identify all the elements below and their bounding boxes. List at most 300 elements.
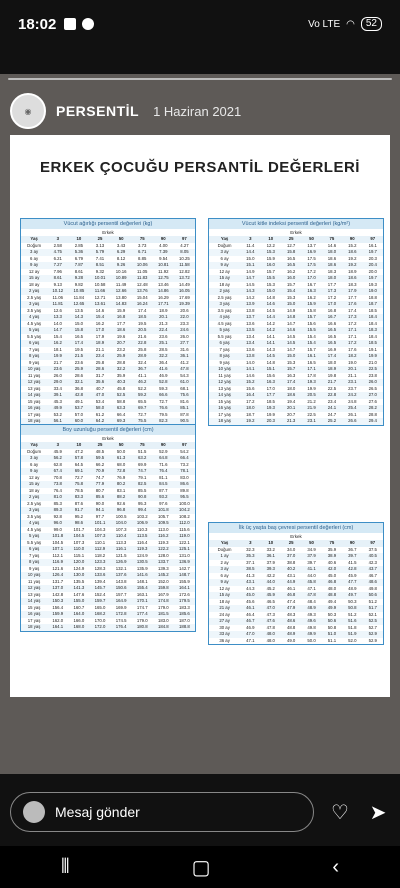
table-cell: 11.49 [115,281,127,287]
table-cell: 115.1 [73,552,85,558]
table-cell: 143.8 [115,578,127,584]
table-cell: 10.58 [94,281,106,287]
table-cell: 18.0 [322,275,342,282]
table-cell: 99.0 [53,526,62,532]
table-cell: 20.1 [342,366,362,373]
table-cell: 7 yaş [219,346,230,352]
table-cell: 48.9 [348,585,357,591]
table-cell: 19.2 [348,255,357,261]
table-cell: 16 yaş [21,405,47,412]
table-cell: 179.0 [136,617,148,623]
table-cell: 118.2 [94,552,106,558]
table-cell: 142.7 [179,565,190,571]
column-header: 50 [111,442,132,449]
table-cell: 15.6 [266,372,275,378]
table-cell: 98.6 [68,520,89,527]
table-cell: 54.2 [180,448,189,454]
table-cell: 19.0 [348,359,357,365]
table-cell: 46.7 [240,618,260,625]
table-cell: 27.6 [368,398,377,404]
table-cell: 18.9 [89,340,110,347]
table-cell: 8.51 [89,262,110,269]
table-cell: 18.2 [342,353,362,360]
table-cell: 25.1 [153,340,174,347]
column-header: 50 [301,236,321,243]
table-cell: 14 yaş [209,392,240,399]
table-cell: 49.8 [307,624,316,630]
table-cell: 64.8 [153,455,174,462]
table-cell: 19.0 [363,288,383,295]
head-circumference-table [208,522,384,645]
table-cell: Doğum [27,448,42,454]
table-cell: 13 yaş [27,385,41,391]
table-cell: 80.2 [111,481,132,488]
table-cell: 67.4 [47,468,68,475]
table-cell: 14.7 [286,346,296,352]
table-cell: 17 yaş [218,411,231,417]
table-cell: 179.0 [157,604,169,610]
table-cell: 5 yaş [21,533,47,540]
table-cell: 40.6 [327,559,337,565]
table-cell: 64.5 [74,461,84,467]
table-cell: 51.7 [363,605,383,612]
table-cell: 100.0 [179,500,190,506]
table-cell: 15.0 [246,255,255,261]
table-cell: 48.9 [281,631,301,638]
table-cell: 11 yaş [27,578,41,584]
table-cell: 22.8 [132,340,153,347]
table-cell: 32.3 [246,546,255,552]
table-cell: 18.5 [132,314,153,321]
table-cell: 15.4 [307,333,316,339]
table-cell: 47.0 [261,605,281,612]
table-cell: 155.0 [68,598,89,605]
table-cell: 15.0 [281,353,301,360]
table-cell: 13.76 [132,288,153,295]
message-input[interactable] [10,792,314,832]
table-cell: 74.7 [132,468,153,475]
table-subcaption: Erkek [290,534,302,539]
back-icon[interactable]: ‹ [332,855,340,878]
table-cell: 12.65 [68,301,89,308]
table-cell: 145.2 [153,572,174,579]
table-cell: 8 yaş [21,353,47,360]
table-cell: 6 yaş [21,546,47,553]
table-cell: 16.5 [281,262,301,269]
table-cell: 164.1 [174,585,195,592]
table-cell: 23.1 [301,418,321,425]
table-cell: 35.6 [89,379,110,386]
table-cell: 18.9 [159,307,168,313]
table-cell: 99.4 [132,507,153,514]
table-cell: 16.5 [322,327,342,334]
table-cell: 110.3 [136,526,148,532]
table-cell: 16.5 [322,340,342,347]
table-cell: 123.3 [89,559,110,566]
table-cell: 9.26 [111,262,132,269]
table-cell: 23.4 [327,398,337,404]
table-cell: 18.0 [322,249,342,256]
table-cell: 42.2 [266,572,275,578]
table-cell: 17.2 [307,268,316,274]
table-cell: 32.4 [138,359,147,365]
table-cell: 12 ay [219,268,230,274]
table-cell: 50.0 [307,637,316,643]
table-cell: 49.0 [286,637,296,643]
table-cell: 26.1 [348,411,357,417]
table-cell: 105.7 [157,513,169,519]
table-cell: 133.7 [153,559,174,566]
column-header: 10 [261,236,281,243]
table-cell: 72.8 [111,468,132,475]
table-cell: 141.3 [68,585,89,592]
table-cell: 18.4 [368,320,377,326]
table-cell: 50.6 [322,618,342,625]
table-cell: 17.8 [307,372,316,378]
table-cell: 9 yaş [28,359,40,365]
table-cell: 48.0 [266,637,275,643]
table-cell: 155.9 [179,578,190,584]
table-cell: 124.9 [73,565,85,571]
table-cell: 87.7 [159,487,168,493]
table-cell: 73.2 [180,461,189,467]
table-cell: 17.4 [281,379,301,386]
table-cell: 109.5 [153,520,174,527]
table-cell: 124.9 [136,552,148,558]
table-cell: 45.2 [266,585,275,591]
battery-icon: 52 [361,17,382,31]
table-cell: 121.6 [52,565,64,571]
table-cell: 14.7 [240,275,260,282]
table-cell: 183.3 [179,604,190,610]
table-cell: 130.5 [132,559,153,566]
table-cell: 39.7 [342,553,362,560]
table-cell: 14.5 [246,281,255,287]
table-cell: 16.5 [286,255,296,261]
table-cell: 17.1 [342,327,362,334]
table-cell: 66.2 [95,461,105,467]
table-cell: 3 yaş [21,301,47,308]
table-subcaption: Erkek [102,230,114,235]
table-cell: 95.5 [174,494,195,501]
table-cell: 51.6 [342,618,362,625]
table-cell: 85.3 [53,500,62,506]
table-cell: 6 yaş [21,340,47,347]
table-cell: 6 ay [220,572,229,578]
table-cell: 8.85 [138,255,147,261]
table-cell: 95.3 [138,500,147,506]
table-cell: 51.9 [342,631,362,638]
table-cell: 47.2 [74,448,84,454]
table-cell: 34.9 [307,546,316,552]
table-cell: 17.6 [342,301,362,308]
table-cell: 177.4 [132,611,153,618]
table-cell: 45.8 [301,579,321,586]
table-cell: 20.6 [180,307,189,313]
table-cell: 176.4 [111,624,132,631]
table-cell: 15.7 [301,314,321,321]
table-cell: 94.1 [89,507,110,514]
table-cell: 11.92 [158,268,169,274]
table-cell: 18.8 [368,294,377,300]
table-cell: 45.8 [116,385,126,391]
table-cell: 91.7 [68,507,89,514]
table-cell: 20.1 [281,405,301,412]
table-cell: 17 yaş [27,617,41,623]
clock: 18:02 [18,15,57,33]
table-cell: 2.5 yaş [27,500,42,506]
table-cell: 37.5 [368,546,377,552]
table-cell: 18.3 [327,268,337,274]
message-placeholder: Mesaj gönder [55,804,140,820]
table-cell: 12 yaş [21,585,47,592]
column-header: 75 [322,540,342,547]
table-cell: 13.7 [240,314,260,321]
table-cell: 47.1 [246,637,255,643]
table-cell: 37.0 [281,553,301,560]
table-cell: 17 yaş [27,411,41,417]
table-cell: 69.9 [138,461,147,467]
table-cell: 17.4 [322,353,342,360]
table-cell: 17.1 [348,333,357,339]
story-progress-bar [8,78,392,80]
column-header: 90 [342,236,362,243]
table-cell: 166.0 [73,617,85,623]
table-cell: 28.5 [159,346,168,352]
table-cell: 3.5 yaş [217,307,232,313]
table-cell: 47.1 [307,585,316,591]
table-caption: Vücut ağırlığı persentil değerleri (kg) [21,219,195,229]
table-cell: 16.3 [261,379,281,386]
like-icon[interactable]: ♡ [331,801,349,824]
table-cell: 17.9 [95,333,105,339]
table-cell: 15.2 [348,242,357,248]
table-cell: 1 ay [209,553,240,560]
table-cell: 14.2 [246,294,255,300]
table-cell: 18.5 [368,307,377,313]
table-cell: 83.1 [116,487,126,493]
camera-icon[interactable] [23,801,45,823]
table-cell: 33 ay [209,631,240,638]
table-cell: 122.1 [179,539,190,545]
table-cell: 24.6 [174,327,195,334]
table-subcaption: Erkek [290,230,302,235]
table-cell: 150.3 [47,598,68,605]
table-cell: 5.5 yaş [27,539,42,545]
table-cell: 18 yaş [21,624,47,631]
table-cell: 16.05 [174,288,195,295]
table-cell: 17.0 [89,327,110,334]
column-header: Yaş [21,236,47,243]
table-cell: 42.8 [342,566,362,573]
table-cell: 45.6 [246,598,255,604]
table-cell: 136.9 [174,559,195,566]
table-cell: 15.3 [286,294,296,300]
table-cell: 72.7 [138,411,147,417]
table-cell: 14.7 [47,327,68,334]
table-cell: 19.9 [307,385,316,391]
table-cell: 3 ay [209,249,240,256]
table-cell: 19.1 [368,346,377,352]
avatar[interactable]: ◉ [10,93,46,129]
android-nav-bar [0,846,400,888]
table-cell: 106.9 [132,520,153,527]
table-cell: 17.4 [68,340,89,347]
table-cell: 46.7 [368,572,377,578]
table-cell: 15.3 [266,281,275,287]
table-cell: 37.9 [301,553,321,560]
table-cell: 89.3 [47,507,68,514]
table-cell: 110.0 [68,546,89,553]
table-cell: 32.2 [153,353,174,360]
table-cell: 20.0 [368,268,377,274]
table-cell: 49.3 [307,611,316,617]
table-cell: 83.3 [68,494,89,501]
recents-icon[interactable]: ⦀ [60,855,70,878]
username[interactable]: PERSENTİL [56,103,140,119]
table-cell: 52.9 [159,448,168,454]
table-cell: 49.9 [322,605,342,612]
table-cell: 164.0 [68,611,89,618]
table-cell: 13.3 [47,314,68,321]
table-cell: 11.4 [246,242,255,248]
column-header: 3 [47,236,68,243]
table-cell: 23.7 [348,385,357,391]
table-cell: 17.9 [342,288,362,295]
table-cell: 52.1 [368,611,377,617]
table-cell: 26.5 [368,385,377,391]
table-cell: 48.3 [286,611,296,617]
table-cell: 110.1 [94,539,106,545]
table-cell: 69.7 [132,405,153,412]
table-cell: 52.2 [138,385,147,391]
table-cell: 14.7 [286,320,296,326]
table-cell: 4.5 yaş [27,320,42,326]
table-cell: 43.7 [363,566,383,573]
table-cell: 52.5 [363,618,383,625]
table-cell: 36.7 [132,366,153,373]
table-cell: 104.2 [174,507,195,514]
table-cell: 13.61 [89,301,110,308]
column-header: 90 [153,236,174,243]
table-cell: 80.7 [95,487,105,493]
table-cell: 17.69 [179,294,190,300]
table-cell: 9 ay [21,262,47,269]
table-cell: 10 yaş [209,366,240,373]
table-cell: 19.3 [301,379,321,386]
table-cell: 77.9 [89,481,110,488]
table-cell: 5 yaş [21,327,47,334]
table-cell: 59.3 [159,385,168,391]
table-cell: 96.8 [111,507,132,514]
table-cell: 19.2 [342,262,362,269]
table-cell: 43.1 [286,572,296,578]
table-cell: 14.6 [327,242,337,248]
table-cell: 8 yaş [21,559,47,566]
table-cell: 47.0 [240,631,260,638]
table-cell: 46.9 [246,624,255,630]
table-cell: 27.0 [363,392,383,399]
table-cell: 27.7 [174,340,195,347]
table-cell: 152.4 [94,591,106,597]
table-cell: 179.5 [174,598,195,605]
table-cell: 34.0 [286,546,296,552]
table-cell: 17.7 [348,294,357,300]
table-cell: 10.01 [89,275,110,282]
table-cell: 101.8 [153,507,174,514]
table-cell: 119.3 [158,539,169,545]
table-cell: 18 ay [219,281,230,287]
column-header: 75 [322,236,342,243]
column-header: 3 [240,236,260,243]
table-cell: 10.81 [153,262,174,269]
table-cell: 81.0 [47,494,68,501]
wifi-icon: ◠ [346,18,355,30]
table-cell: 10.06 [132,262,153,269]
table-cell: 17.7 [327,281,337,287]
table-cell: 17.3 [322,288,342,295]
table-cell: 12.6 [53,307,62,313]
table-cell: 44.9 [281,579,301,586]
table-cell: 6 ay [30,255,39,261]
table-cell: 68.0 [116,461,126,467]
table-cell: 90.5 [174,418,195,425]
table-cell: 14.1 [240,366,260,373]
table-cell: 46.4 [246,611,255,617]
table-cell: 3 yaş [21,507,47,514]
page-title: ERKEK ÇOCUĞU PERSANTİL DEĞERLERİ [40,159,360,176]
table-cell: 19.3 [368,281,377,287]
table-cell: 57.8 [68,455,89,462]
table-cell: 107.1 [47,546,68,553]
table-cell: 12.71 [94,294,106,300]
table-cell: 157.7 [115,591,127,597]
table-cell: 95.2 [74,513,84,519]
column-header: Yaş [21,442,47,449]
table-cell: 40.3 [111,379,132,386]
table-cell: 16.7 [307,281,316,287]
table-cell: 22.5 [307,411,316,417]
table-cell: 14.1 [266,333,275,339]
table-cell: 11.66 [89,288,110,295]
table-cell: 41.3 [246,572,255,578]
table-cell: 31.6 [180,346,189,352]
table-cell: 15.0 [74,320,84,326]
status-bar [0,0,400,48]
table-cell: 8.05 [174,249,195,256]
send-icon[interactable]: ➤ [369,801,387,824]
table-cell: 4.75 [47,249,68,256]
table-cell: 18.5 [363,340,383,347]
table-cell: 104.5 [68,533,89,540]
table-cell: 48.6 [363,579,383,586]
home-icon[interactable]: ▢ [191,856,211,879]
message-icon [64,18,76,30]
table-cell: 19.5 [74,346,84,352]
table-cell: 18 yaş [21,418,47,425]
table-cell: 32.2 [111,366,132,373]
column-header: 3 [240,540,260,547]
table-cell: 17.5 [301,262,321,269]
table-cell: 28.2 [363,405,383,412]
table-cell: 7.87 [68,262,89,269]
table-cell: 21.7 [322,379,342,386]
table-cell: 14.8 [266,294,275,300]
table-cell: 40.7 [95,385,105,391]
table-cell: 88.2 [111,494,132,501]
table-caption: Vücut kitle indeksi persentil değerleri (kg/m²) [209,219,383,229]
table-cell: 41.1 [138,372,147,378]
